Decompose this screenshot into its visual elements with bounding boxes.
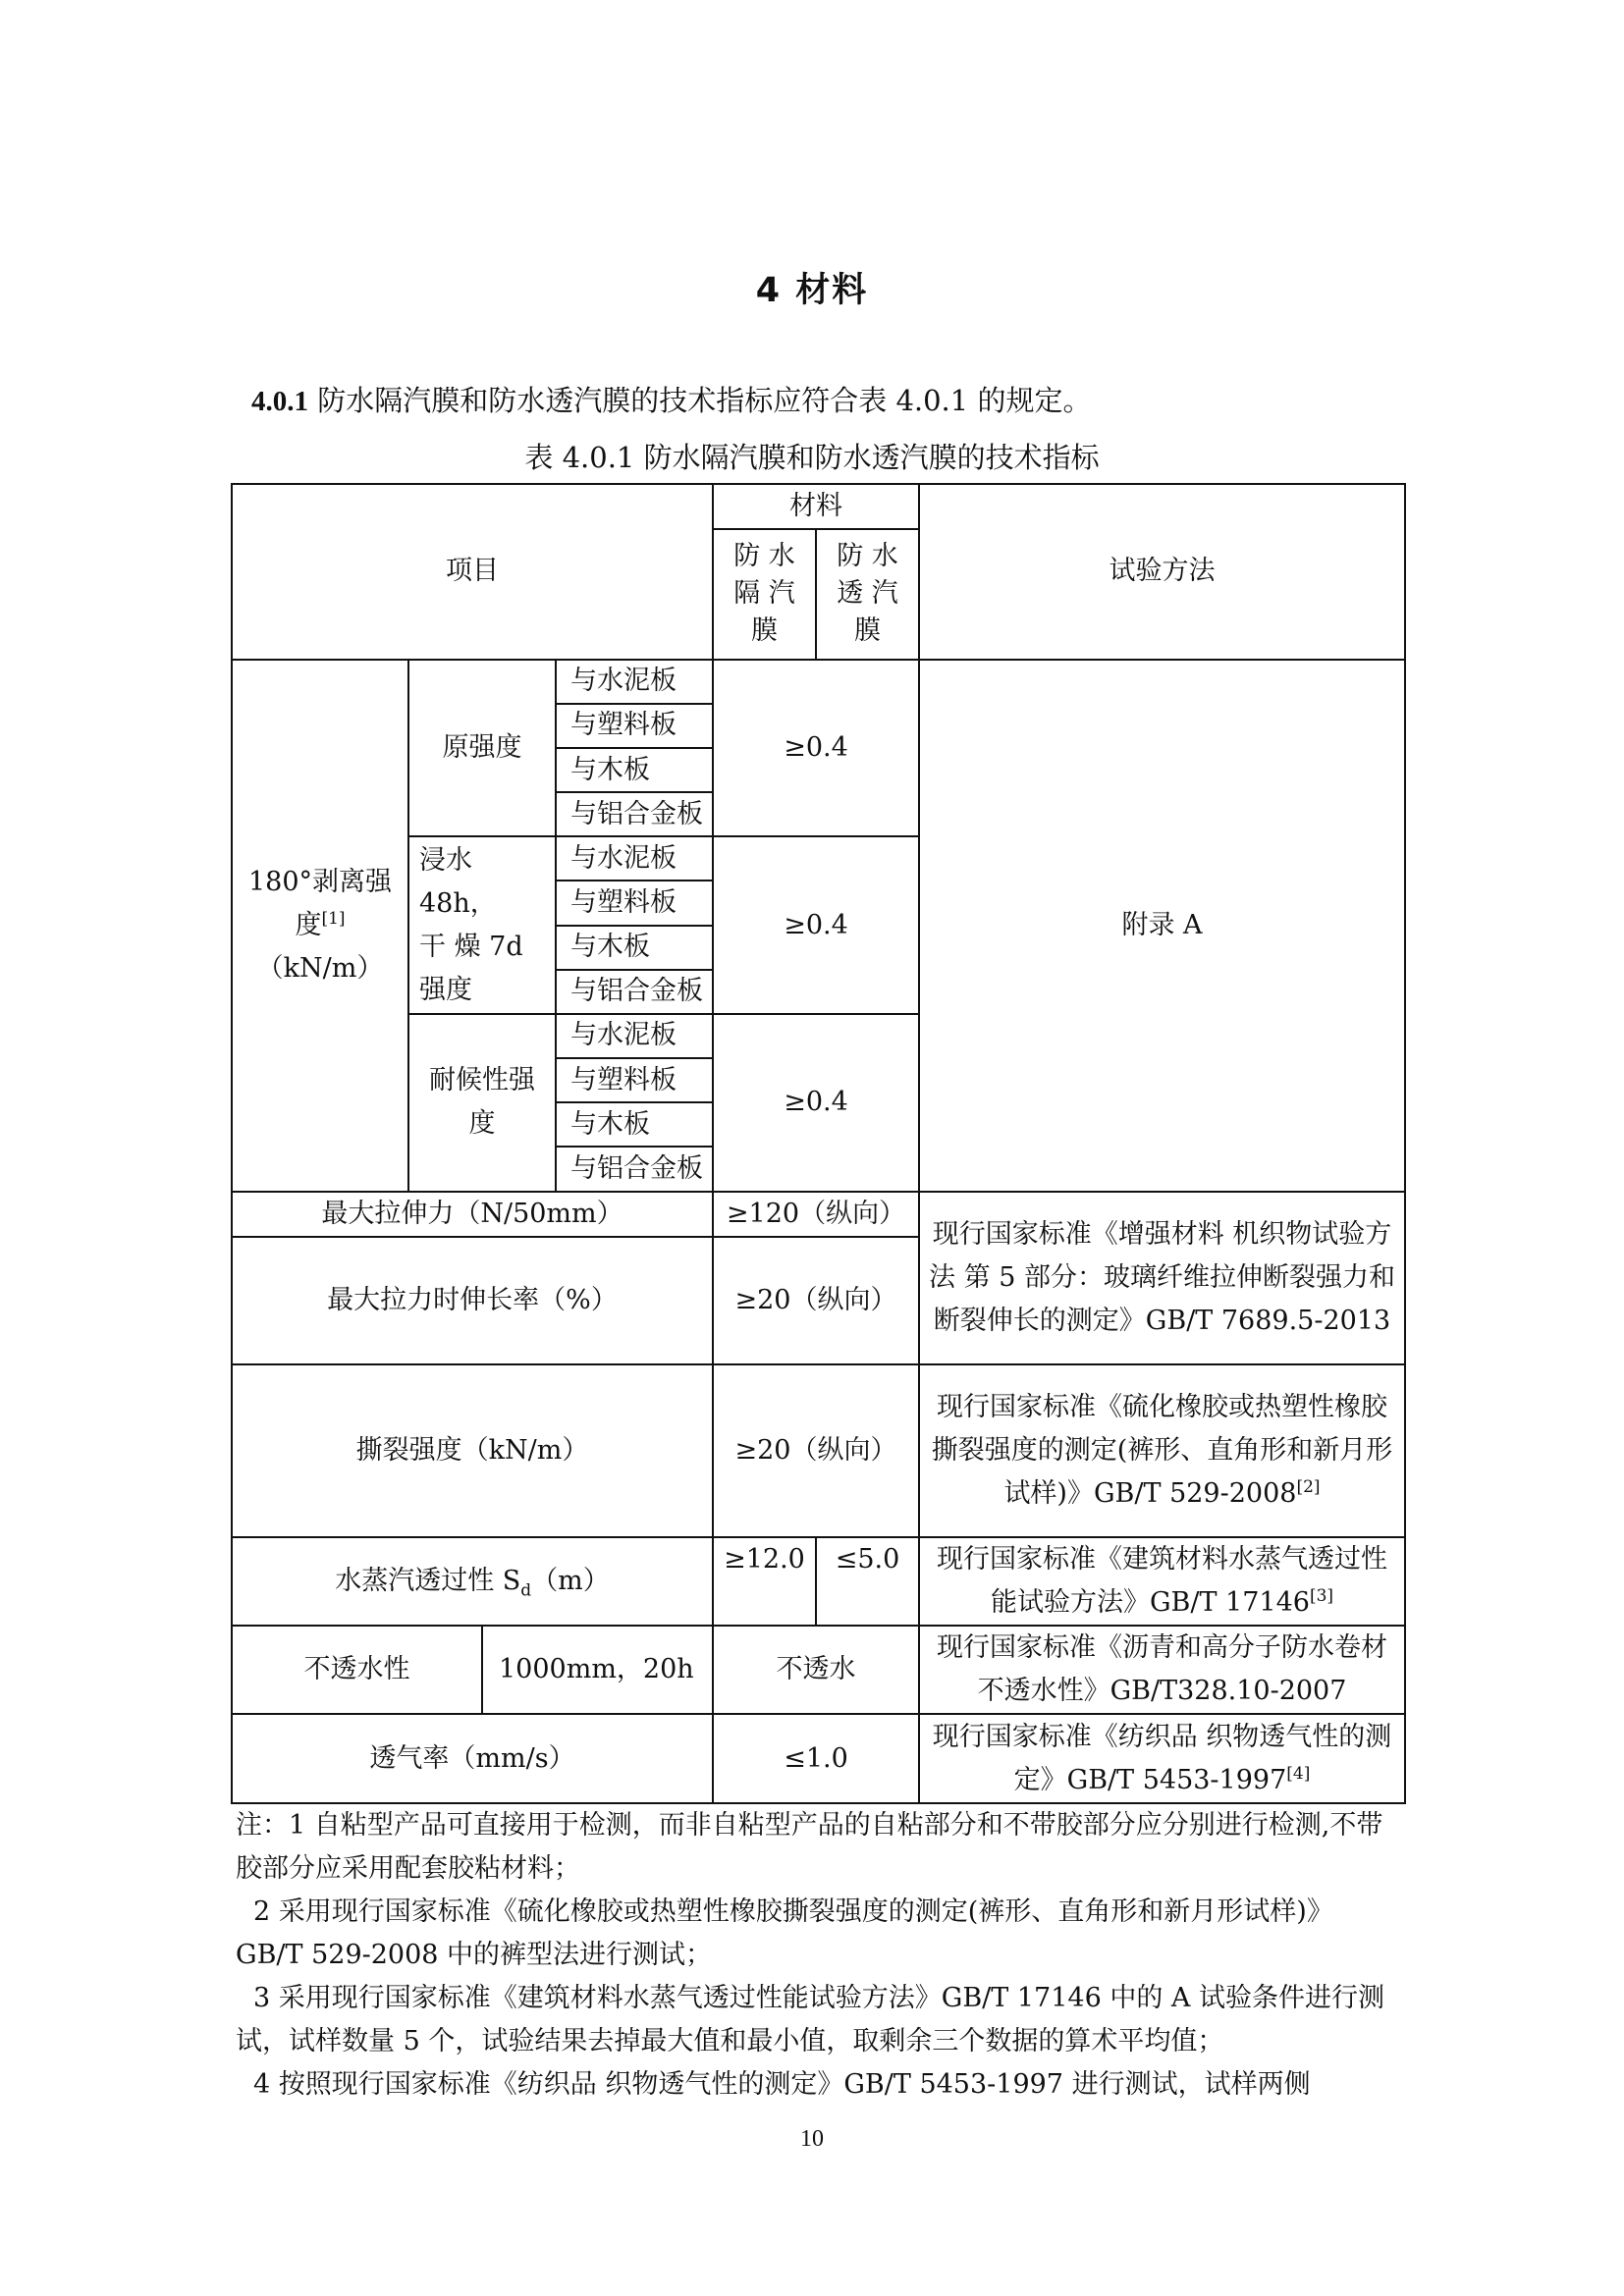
table-caption: 表 4.0.1 防水隔汽膜和防水透汽膜的技术指标 (524, 441, 1100, 474)
peel-group-name: 浸水 48h， 干 燥 7d 强度 (408, 836, 556, 1014)
peel-substrate: 与塑料板 (556, 1058, 713, 1102)
impermeability-value: 不透水 (713, 1626, 919, 1714)
page-number: 10 (800, 2126, 824, 2152)
header-col-b: 防 水 透 汽 膜 (816, 529, 919, 659)
elongation-item: 最大拉力时伸长率（%） (232, 1237, 713, 1364)
peel-value: ≥0.4 (713, 836, 919, 1014)
peel-value: ≥0.4 (713, 660, 919, 837)
header-material: 材料 (713, 484, 919, 529)
peel-strength-label: 180°剥离强 度[1] （kN/m） (232, 660, 408, 1192)
impermeability-method: 现行国家标准《沥青和高分子防水卷材 不透水性》GB/T328.10-2007 (919, 1626, 1405, 1714)
peel-group-name: 耐候性强 度 (408, 1014, 556, 1192)
note-item: 2 采用现行国家标准《硫化橡胶或热塑性橡胶撕裂强度的测定(裤形、直角形和新月形试样)》GB/T 529-2008 中的裤型法进行测试； (236, 1896, 1333, 1970)
peel-substrate: 与木板 (556, 926, 713, 970)
note-item: 4 按照现行国家标准《纺织品 织物透气性的测定》GB/T 5453-1997 进行测试，试样两侧 (253, 2069, 1311, 2100)
clause-number: 4.0.1 (251, 386, 308, 417)
impermeability-condition: 1000mm，20h (482, 1626, 713, 1714)
spec-table (231, 483, 1406, 1804)
peel-substrate: 与木板 (556, 748, 713, 792)
header-item: 项目 (232, 484, 713, 660)
air-item: 透气率（mm/s） (232, 1714, 713, 1803)
note-item: 3 采用现行国家标准《建筑材料水蒸气透过性能试验方法》GB/T 17146 中的 A 试验条件进行测试，试样数量 5 个，试验结果去掉最大值和最小值，取剩余三个数据的算术平均值； (236, 1983, 1384, 2056)
tensile-method: 现行国家标准《增强材料 机织物试验方法 第 5 部分：玻璃纤维拉伸断裂强力和断裂伸长的测定》GB/T 7689.5-2013 (919, 1192, 1405, 1365)
air-method: 现行国家标准《纺织品 织物透气性的测定》GB/T 5453-1997[4] (919, 1714, 1405, 1803)
header-method: 试验方法 (919, 484, 1405, 660)
peel-substrate: 与塑料板 (556, 881, 713, 925)
peel-substrate: 与铝合金板 (556, 792, 713, 836)
tensile-value: ≥120（纵向） (713, 1192, 919, 1237)
peel-substrate: 与铝合金板 (556, 970, 713, 1014)
vapor-value-barrier: ≥12.0 (713, 1537, 816, 1626)
tear-method: 现行国家标准《硫化橡胶或热塑性橡胶撕裂强度的测定(裤形、直角形和新月形试样)》GB/T 529-2008[2] (919, 1364, 1405, 1537)
header-col-a: 防 水 隔 汽 膜 (713, 529, 816, 659)
peel-substrate: 与水泥板 (556, 660, 713, 704)
note-item: 注：1 自粘型产品可直接用于检测，而非自粘型产品的自粘部分和不带胶部分应分别进行检测,不带胶部分应采用配套胶粘材料； (236, 1810, 1383, 1884)
clause-body: 防水隔汽膜和防水透汽膜的技术指标应符合表 4.0.1 的规定。 (317, 384, 1092, 417)
clause-text (251, 379, 1091, 419)
vapor-method: 现行国家标准《建筑材料水蒸气透过性能试验方法》GB/T 17146[3] (919, 1537, 1405, 1626)
chapter-title: 4 材料 (755, 271, 869, 310)
table-notes (236, 1804, 1394, 2107)
impermeability-item: 不透水性 (232, 1626, 482, 1714)
peel-method: 附录 A (919, 660, 1405, 1192)
tear-value: ≥20（纵向） (713, 1364, 919, 1537)
peel-substrate: 与水泥板 (556, 1014, 713, 1058)
elongation-value: ≥20（纵向） (713, 1237, 919, 1364)
peel-substrate: 与水泥板 (556, 836, 713, 881)
peel-substrate: 与塑料板 (556, 704, 713, 748)
peel-group-name: 原强度 (408, 660, 556, 837)
air-value: ≤1.0 (713, 1714, 919, 1803)
peel-value: ≥0.4 (713, 1014, 919, 1192)
vapor-item: 水蒸汽透过性 $S_d(m)$ (232, 1537, 713, 1626)
tear-item: 撕裂强度（kN/m） (232, 1364, 713, 1537)
peel-substrate: 与铝合金板 (556, 1147, 713, 1191)
peel-substrate: 与木板 (556, 1102, 713, 1147)
tensile-item: 最大拉伸力（N/50mm） (232, 1192, 713, 1237)
vapor-value-breathable: ≤5.0 (816, 1537, 919, 1626)
